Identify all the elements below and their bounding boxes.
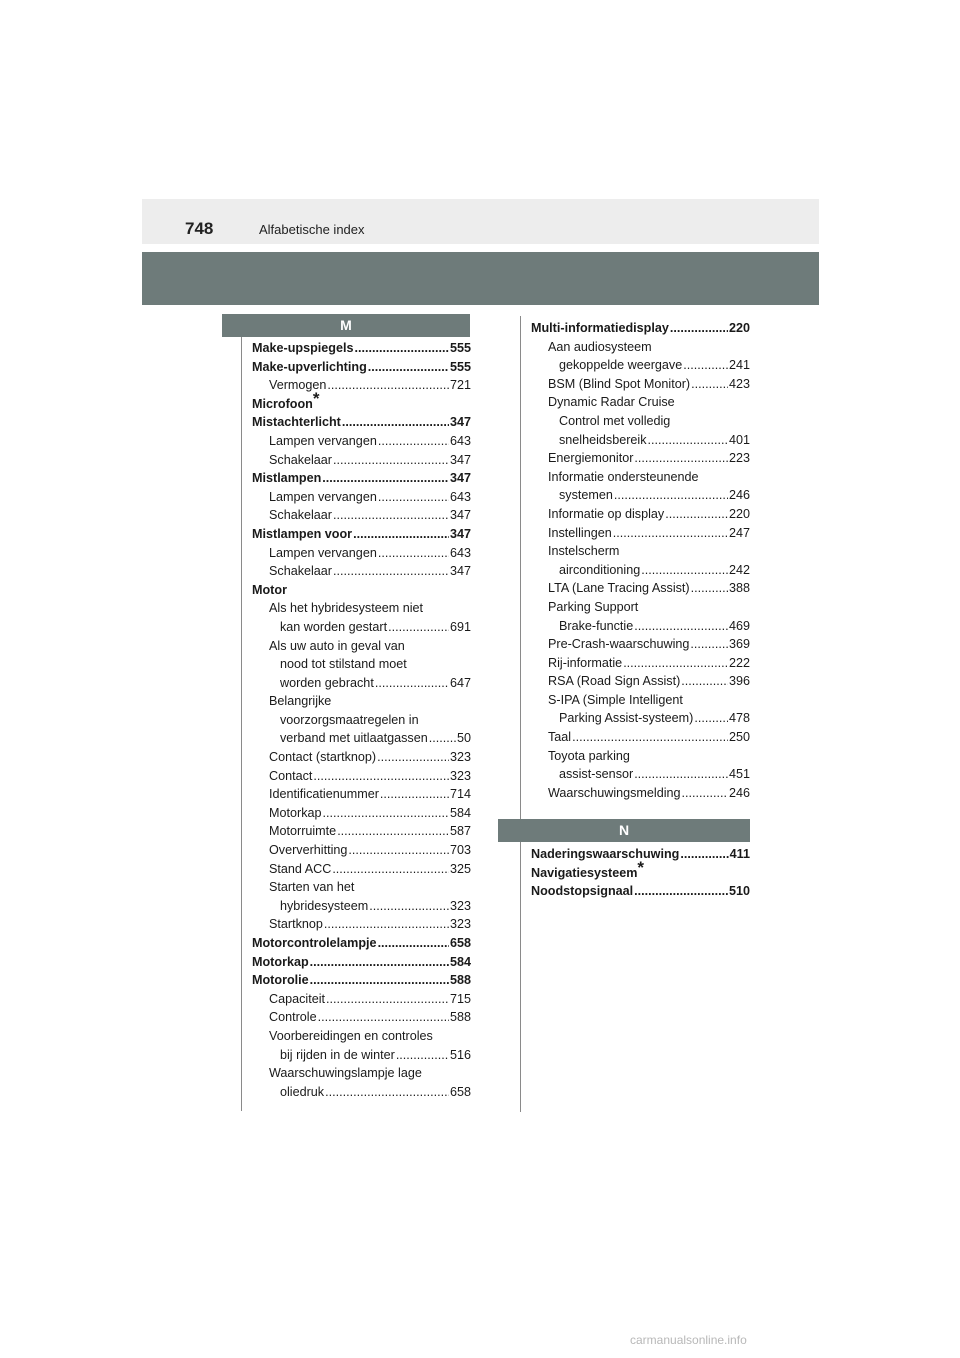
entry-term: Control met volledig [559,413,671,428]
index-subentry [252,562,471,581]
entry-term: Toyota parking [548,748,630,763]
entry-term: Pre-Crash-waarschuwing [548,637,690,652]
page-number: 748 [185,219,214,238]
footnote-star: * [637,857,645,877]
index-subentry [531,524,750,543]
page-reference: 643 [449,545,471,560]
entry-term: Noodstopsignaal [531,884,634,899]
index-subentry [252,822,471,841]
entry-term: Parking Assist-systeem) [559,711,694,726]
leader-dots [691,375,728,394]
index-subentry [531,579,750,598]
leader-dots [634,617,728,636]
index-entry [531,319,750,338]
index-subentry [252,1008,471,1027]
leader-dots [375,674,449,693]
index-subentry [531,709,750,728]
index-subentry [531,747,750,766]
entry-term: oliedruk [280,1084,325,1099]
leader-dots [333,562,449,581]
column-rule-left [241,337,242,1111]
leader-dots [665,505,728,524]
page-reference: 411 [729,847,750,861]
index-subentry [531,468,750,487]
index-subentry [531,486,750,505]
index-entry [252,953,471,972]
index-subentry [252,637,471,656]
entry-term: Waarschuwingsmelding [548,785,681,800]
page-reference: 510 [728,884,750,899]
index-subentry [531,356,750,375]
leader-dots [353,525,449,544]
page-reference: 388 [728,581,750,596]
leader-dots [670,319,728,338]
page-reference: 323 [449,898,471,913]
index-entry [252,469,471,488]
leader-dots [380,785,449,804]
page-reference: 703 [449,843,471,858]
leader-dots [378,432,449,451]
entry-term: Als het hybridesysteem niet [269,601,423,616]
entry-term: Contact (startknop) [269,750,377,765]
index-subentry [252,860,471,879]
leader-dots [378,544,449,563]
leader-dots [326,990,449,1009]
index-subentry [531,784,750,803]
entry-term: worden gebracht [280,675,374,690]
entry-term: Als uw auto in geval van [269,638,405,653]
page-reference: 643 [449,489,471,504]
entry-term: Mistlampen voor [252,526,353,541]
leader-dots [354,339,449,358]
index-subentry [252,729,471,748]
section-title: Alfabetische index [259,222,365,237]
page-reference: 721 [449,378,471,393]
page-reference: 50 [456,731,471,746]
page-reference: 220 [728,321,750,335]
index-subentry [252,1083,471,1102]
index-subentry [252,655,471,674]
watermark: carmanualsonline.info [630,1333,747,1347]
entry-term: Motorruimte [269,824,337,839]
entry-term: bij rijden in de winter [280,1047,395,1062]
index-subentry [252,1027,471,1046]
page-reference: 220 [728,506,750,521]
page-reference: 643 [449,433,471,448]
page-reference: 241 [728,358,750,373]
index-subentry [531,617,750,636]
index-subentry [252,767,471,786]
page-reference: 587 [449,824,471,839]
entry-term: airconditioning [559,562,641,577]
entry-term: Microfoon [252,396,313,411]
leader-dots [337,822,449,841]
leader-dots [396,1046,449,1065]
leader-dots [377,748,449,767]
letter-heading-m: M [222,314,470,337]
page-reference: 423 [728,376,750,391]
entry-term: nood tot stilstand moet [280,657,407,672]
index-entry [252,339,471,358]
entry-term: Rij-informatie [548,655,623,670]
index-subentry [252,488,471,507]
entry-term: Motor [252,582,287,597]
page-reference: 714 [449,787,471,802]
entry-term: Make-upspiegels [252,341,354,355]
page-reference: 347 [449,452,471,467]
leader-dots [694,709,728,728]
entry-term: Schakelaar [269,452,333,467]
leader-dots [327,376,449,395]
page-reference: 396 [728,674,750,689]
entry-term: gekoppelde weergave [559,358,683,373]
page-reference: 584 [449,805,471,820]
column-rule-right [520,316,521,1112]
index-subentry [531,431,750,450]
page-reference: 555 [449,359,471,374]
entry-term: Motorolie [252,973,309,988]
page-reference: 325 [449,861,471,876]
chapter-band [142,252,819,305]
index-subentry [531,542,750,561]
entry-term: Vermogen [269,378,327,393]
page-reference: 222 [728,655,750,670]
leader-dots [613,524,728,543]
page-reference: 478 [728,711,750,726]
leader-dots [324,915,449,934]
entry-term: Mistachterlicht [252,415,341,430]
leader-dots [623,654,728,673]
entry-term: Starten van het [269,880,355,895]
page-reference: 658 [449,1084,471,1099]
leader-dots [634,765,728,784]
leader-dots [368,358,449,377]
page-reference: 347 [449,564,471,579]
index-subentry [252,432,471,451]
index-entry [531,857,750,883]
entry-term: voorzorgsmaatregelen in [280,712,419,727]
leader-dots [682,784,728,803]
leader-dots [572,728,728,747]
index-subentry [531,393,750,412]
index-subentry [531,654,750,673]
entry-term: Lampen vervangen [269,489,377,504]
page-reference: 555 [449,341,471,355]
page-reference: 715 [449,991,471,1006]
leader-dots [429,729,456,748]
entry-term: BSM (Blind Spot Monitor) [548,376,691,391]
entry-term: Voorbereidingen en controles [269,1028,433,1043]
index-subentry [252,506,471,525]
leader-dots [378,934,449,953]
page-reference: 647 [449,675,471,690]
footnote-star: * [312,388,320,408]
leader-dots [313,767,449,786]
page-reference: 347 [449,471,471,486]
index-entry [252,971,471,990]
entry-term: Navigatiesysteem [531,865,638,880]
leader-dots [388,618,449,637]
page-reference: 323 [449,750,471,765]
page-reference: 469 [728,618,750,633]
index-subentry [252,544,471,563]
leader-dots [342,413,449,432]
index-entry [252,934,471,953]
leader-dots [318,1008,449,1027]
page-reference: 451 [728,767,750,782]
index-subentry [252,897,471,916]
page-reference: 247 [728,525,750,540]
leader-dots [683,356,728,375]
entry-term: Mistlampen [252,471,322,486]
page-header [142,199,819,244]
index-subentry [531,672,750,691]
index-entry [252,358,471,377]
page-reference: 347 [449,526,471,541]
entry-term: Motorkap [269,805,322,820]
letter-heading-n: N [498,819,750,842]
index-subentry [252,1046,471,1065]
index-subentry [252,804,471,823]
index-column-2 [531,319,750,802]
entry-term: Lampen vervangen [269,545,377,560]
page-reference: 369 [728,637,750,652]
index-column-1 [252,339,471,1101]
entry-term: Informatie ondersteunende [548,469,699,484]
page-reference: 347 [449,415,471,430]
leader-dots [378,488,449,507]
index-entry [531,882,750,901]
index-subentry [531,338,750,357]
page-reference: 242 [728,562,750,577]
entry-term: Informatie op display [548,506,665,521]
index-subentry [252,618,471,637]
page-reference: 323 [449,917,471,932]
page-reference: 658 [449,936,471,950]
entry-term: Dynamic Radar Cruise [548,395,675,410]
entry-term: Naderingswaarschuwing [531,847,680,861]
index-subentry [252,376,471,395]
index-entry [252,388,471,414]
entry-term: S-IPA (Simple Intelligent [548,692,683,707]
leader-dots [681,672,728,691]
leader-dots [332,860,449,879]
index-subentry [252,841,471,860]
leader-dots [322,469,449,488]
entry-term: Instellingen [548,525,612,540]
entry-term: verband met uitlaatgassen [280,731,428,746]
entry-term: Schakelaar [269,564,333,579]
leader-dots [348,841,449,860]
page-reference: 691 [449,619,471,634]
page-reference: 250 [728,730,750,745]
leader-dots [333,506,449,525]
leader-dots [691,579,728,598]
index-entry [252,413,471,432]
index-entry [252,581,471,600]
entry-term: Belangrijke [269,694,332,709]
index-subentry [531,505,750,524]
index-subentry [252,785,471,804]
index-subentry [252,1064,471,1083]
entry-term: snelheidsbereik [559,432,647,447]
entry-term: Oververhitting [269,843,348,858]
entry-term: Schakelaar [269,508,333,523]
page-reference: 323 [449,768,471,783]
index-subentry [531,598,750,617]
index-subentry [252,915,471,934]
entry-term: Parking Support [548,599,639,614]
page-reference: 588 [449,1010,471,1025]
leader-dots [310,953,449,972]
entry-term: Identificatienummer [269,787,379,802]
entry-term: Stand ACC [269,861,332,876]
page-reference: 588 [449,973,471,988]
entry-term: Waarschuwingslampje lage [269,1066,422,1081]
entry-term: Aan audiosysteem [548,339,652,354]
leader-dots [333,451,449,470]
index-subentry [252,990,471,1009]
entry-term: Taal [548,730,572,745]
page-reference: 584 [449,954,471,969]
entry-term: LTA (Lane Tracing Assist) [548,581,690,596]
entry-term: assist-sensor [559,767,634,782]
leader-dots [310,971,449,990]
page-reference: 516 [449,1047,471,1062]
entry-term: Multi-informatiedisplay [531,321,669,335]
page-reference: 223 [728,451,750,466]
index-subentry [531,765,750,784]
page-reference: 347 [449,508,471,523]
index-entry [252,525,471,544]
leader-dots [680,845,728,864]
entry-term: Contact [269,768,313,783]
index-subentry [531,412,750,431]
index-subentry [531,691,750,710]
entry-term: systemen [559,488,613,503]
leader-dots [614,486,728,505]
entry-term: RSA (Road Sign Assist) [548,674,681,689]
index-subentry [252,451,471,470]
page-reference: 401 [728,432,750,447]
entry-term: Controle [269,1010,317,1025]
entry-term: Instelscherm [548,544,620,559]
entry-term: Motorcontrolelampje [252,936,377,950]
entry-term: Energiemonitor [548,451,634,466]
entry-term: Lampen vervangen [269,433,377,448]
entry-term: Capaciteit [269,991,326,1006]
index-subentry [252,599,471,618]
page-reference: 246 [728,785,750,800]
index-column-n [531,845,750,901]
leader-dots [634,882,728,901]
index-subentry [252,674,471,693]
leader-dots [325,1083,449,1102]
leader-dots [634,449,728,468]
index-subentry [252,878,471,897]
leader-dots [690,635,728,654]
entry-term: hybridesysteem [280,898,369,913]
index-subentry [252,748,471,767]
index-subentry [252,692,471,711]
index-subentry [531,449,750,468]
entry-term: Make-upverlichting [252,359,367,374]
leader-dots [323,804,449,823]
index-subentry [531,375,750,394]
leader-dots [641,561,728,580]
entry-term: Startknop [269,917,323,932]
page-reference: 246 [728,488,750,503]
index-subentry [252,711,471,730]
leader-dots [648,431,728,450]
index-subentry [531,728,750,747]
entry-term: Brake-functie [559,618,634,633]
entry-term: kan worden gestart [280,619,388,634]
index-subentry [531,635,750,654]
entry-term: Motorkap [252,954,309,969]
leader-dots [369,897,449,916]
index-subentry [531,561,750,580]
